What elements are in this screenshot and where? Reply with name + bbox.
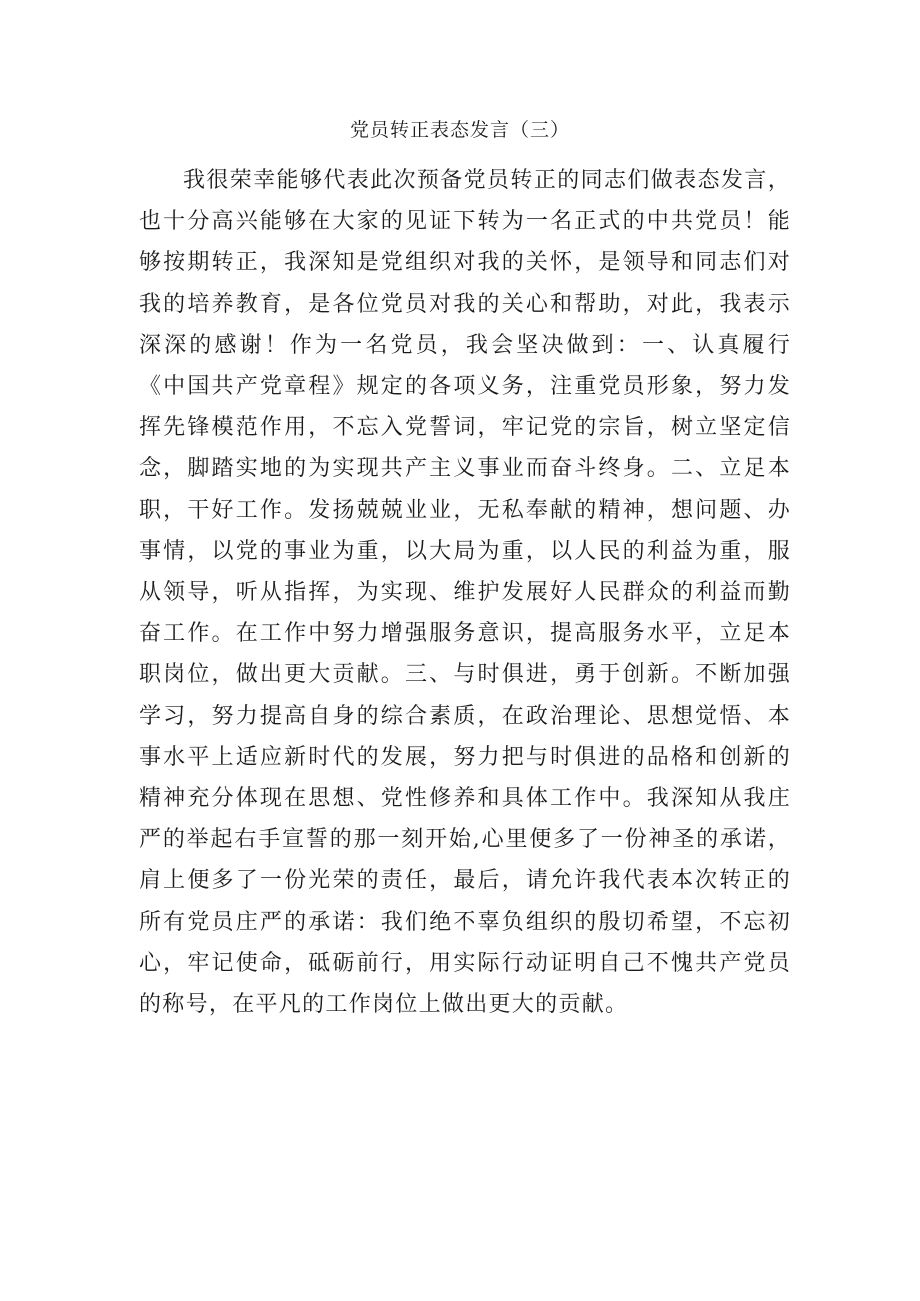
document-body-paragraph: 我很荣幸能够代表此次预备党员转正的同志们做表态发言，也十分高兴能够在大家的见证下转为一名正式的中共党员！能够按期转正，我深知是党组织对我的关怀，是领导和同志们对我的培养教育，是各位党员对我的关心和帮助，对此，我表示深深的感谢！作为一名党员，我会坚决做到：一、认真履行《中国共产党章程》规定的各项义务，注重党员形象，努力发挥先锋模范作用，不忘入党誓词，牢记党的宗旨，树立坚定信念，脚踏实地的为实现共产主义事业而奋斗终身。二、立足本职，干好工作。发扬兢兢业业，无私奉献的精神，想问题、办事情，以党的事业为重，以大局为重，以人民的利益为重，服从领导，听从指挥，为实现、维护发展好人民群众的利益而勤奋工作。在工作中努力增强服务意识，提高服务水平，立足本职岗位，做出更大贡献。三、与时俱进，勇于创新。不断加强学习，努力提高自身的综合素质，在政治理论、思想觉悟、本事水平上适应新时代的发展，努力把与时俱进的品格和创新的精神充分体现在思想、党性修养和具体工作中。我深知从我庄严的举起右手宣誓的那一刻开始,心里便多了一份神圣的承诺，肩上便多了一份光荣的责任，最后，请允许我代表本次转正的所有党员庄严的承诺：我们绝不辜负组织的殷切希望，不忘初心，牢记使命，砥砺前行，用实际行动证明自己不愧共产党员的称号，在平凡的工作岗位上做出更大的贡献。 (139, 168, 791, 1018)
document-title: 党员转正表态发言（三） (349, 119, 570, 141)
